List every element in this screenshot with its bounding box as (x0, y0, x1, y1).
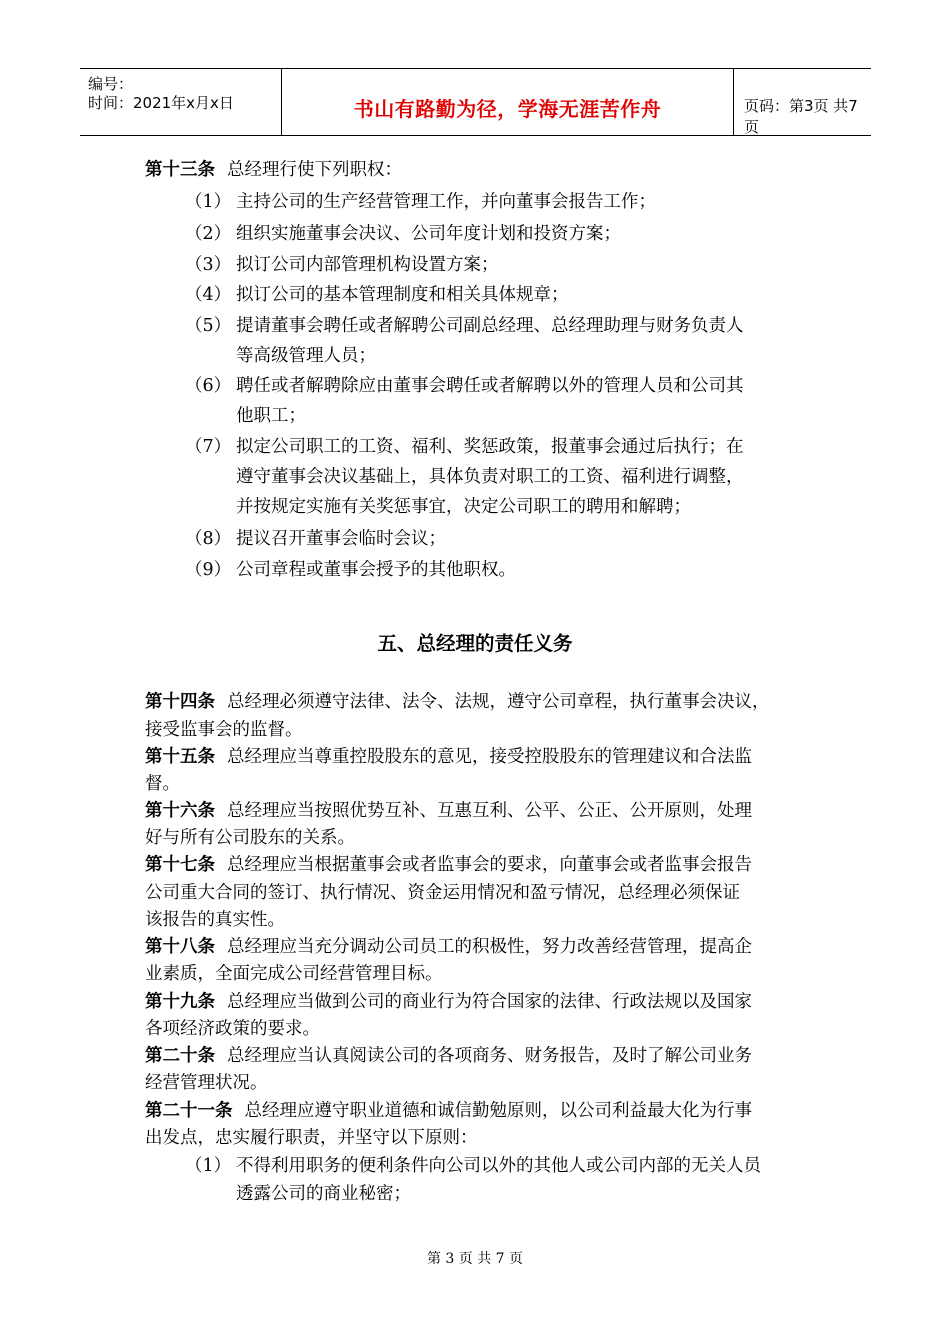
article-text-continued: 该报告的真实性。 (145, 910, 285, 930)
list-item-text: 组织实施董事会决议、公司年度计划和投资方案； (236, 224, 621, 244)
article-text: 总经理应当按照优势互补、互惠互利、公平、公正、公开原则，处理 (227, 801, 752, 821)
list-item-text: 拟定公司职工的工资、福利、奖惩政策，报董事会通过后执行；在 (236, 437, 744, 457)
article-21-line (145, 1103, 752, 1121)
article-heading: 第二十一条 (145, 1101, 233, 1121)
article-18-line (145, 939, 752, 957)
list-item-text: 拟订公司的基本管理制度和相关具体规章； (236, 285, 569, 305)
article-text-continued: 出发点，忠实履行职责，并坚守以下原则： (145, 1128, 478, 1148)
article-heading: 第十九条 (145, 992, 215, 1012)
list-item-number: （2） (185, 224, 232, 244)
list-item-text: 拟订公司内部管理机构设置方案； (236, 255, 499, 275)
article-text-continued: 接受监事会的监督。 (145, 720, 303, 740)
article-text: 总经理应当充分调动公司员工的积极性，努力改善经营管理，提高企 (227, 937, 752, 957)
article-heading: 第十五条 (145, 747, 215, 767)
header-right-cell (734, 69, 871, 135)
header-motto: 书山有路勤为径，学海无涯苦作舟 (353, 97, 662, 121)
article-text: 总经理应当做到公司的商业行为符合国家的法律、行政法规以及国家 (227, 992, 752, 1012)
article-text-continued: 各项经济政策的要求。 (145, 1019, 320, 1039)
article-text: 总经理应当根据董事会或者监事会的要求，向董事会或者监事会报告 (227, 855, 752, 875)
article-text-continued: 业素质，全面完成公司经营管理目标。 (145, 964, 443, 984)
header-left-cell (80, 69, 281, 135)
list-item-number: （6） (185, 376, 232, 396)
article-13-line (145, 162, 402, 180)
header-center-cell (281, 69, 734, 135)
list-item-number: （4） (185, 285, 232, 305)
article-heading: 第十三条 (145, 160, 215, 180)
article-20-line (145, 1048, 752, 1066)
article-text-continued: 公司重大合同的签订、执行情况、资金运用情况和盈亏情况，总经理必须保证 (145, 883, 740, 903)
article-heading: 第十六条 (145, 801, 215, 821)
list-item-text: 透露公司的商业秘密； (236, 1184, 411, 1204)
list-item-number: （3） (185, 255, 232, 275)
article-text-continued: 好与所有公司股东的关系。 (145, 828, 355, 848)
article-heading: 第二十条 (145, 1046, 215, 1066)
list-item-number: （1） (185, 1156, 232, 1176)
article-text: 总经理必须遵守法律、法令、法规，遵守公司章程，执行董事会决议， (227, 692, 770, 712)
list-item-text: 不得利用职务的便利条件向公司以外的其他人或公司内部的无关人员 (236, 1156, 761, 1176)
list-item-text: 等高级管理人员； (236, 346, 376, 366)
page-header (80, 68, 871, 136)
article-17-line (145, 857, 752, 875)
list-item-text: 提议召开董事会临时会议； (236, 529, 446, 549)
list-item-text: 公司章程或董事会授予的其他职权。 (236, 560, 516, 580)
article-heading: 第十四条 (145, 692, 215, 712)
article-16-line (145, 803, 752, 821)
article-text-continued: 经营管理状况。 (145, 1073, 268, 1093)
article-text: 总经理应当认真阅读公司的各项商务、财务报告，及时了解公司业务 (227, 1046, 752, 1066)
list-item-number: （1） (185, 192, 232, 212)
article-15-line (145, 749, 752, 767)
list-item-number: （9） (185, 560, 232, 580)
list-item-text: 主持公司的生产经营管理工作，并向董事会报告工作； (236, 192, 656, 212)
article-text: 总经理应当尊重控股股东的意见，接受控股股东的管理建议和合法监 (227, 747, 752, 767)
article-text: 总经理应遵守职业道德和诚信勤勉原则，以公司利益最大化为行事 (244, 1101, 752, 1121)
article-heading: 第十八条 (145, 937, 215, 957)
list-item-number: （8） (185, 529, 232, 549)
header-page-info: 页码：第3页 共7页 (744, 97, 858, 136)
list-item-number: （5） (185, 316, 232, 336)
article-heading: 第十七条 (145, 855, 215, 875)
document-date-label: 时间：2021年x月x日 (88, 94, 234, 112)
list-item-text: 提请董事会聘任或者解聘公司副总经理、总经理助理与财务负责人 (236, 316, 744, 336)
document-number-label: 编号： (88, 75, 134, 93)
article-text: 总经理行使下列职权： (227, 160, 402, 180)
list-item-text: 聘任或者解聘除应由董事会聘任或者解聘以外的管理人员和公司其 (236, 376, 744, 396)
list-item-text: 并按规定实施有关奖惩事宜，决定公司职工的聘用和解聘； (236, 497, 691, 517)
article-14-line (145, 694, 770, 712)
article-text-continued: 督。 (145, 774, 180, 794)
list-item-text: 遵守董事会决议基础上，具体负责对职工的工资、福利进行调整， (236, 467, 744, 487)
section-title: 五、总经理的责任义务 (377, 632, 573, 655)
list-item-text: 他职工； (236, 406, 306, 426)
page-footer: 第 3 页 共 7 页 (426, 1251, 524, 1267)
article-19-line (145, 994, 752, 1012)
list-item-number: （7） (185, 437, 232, 457)
